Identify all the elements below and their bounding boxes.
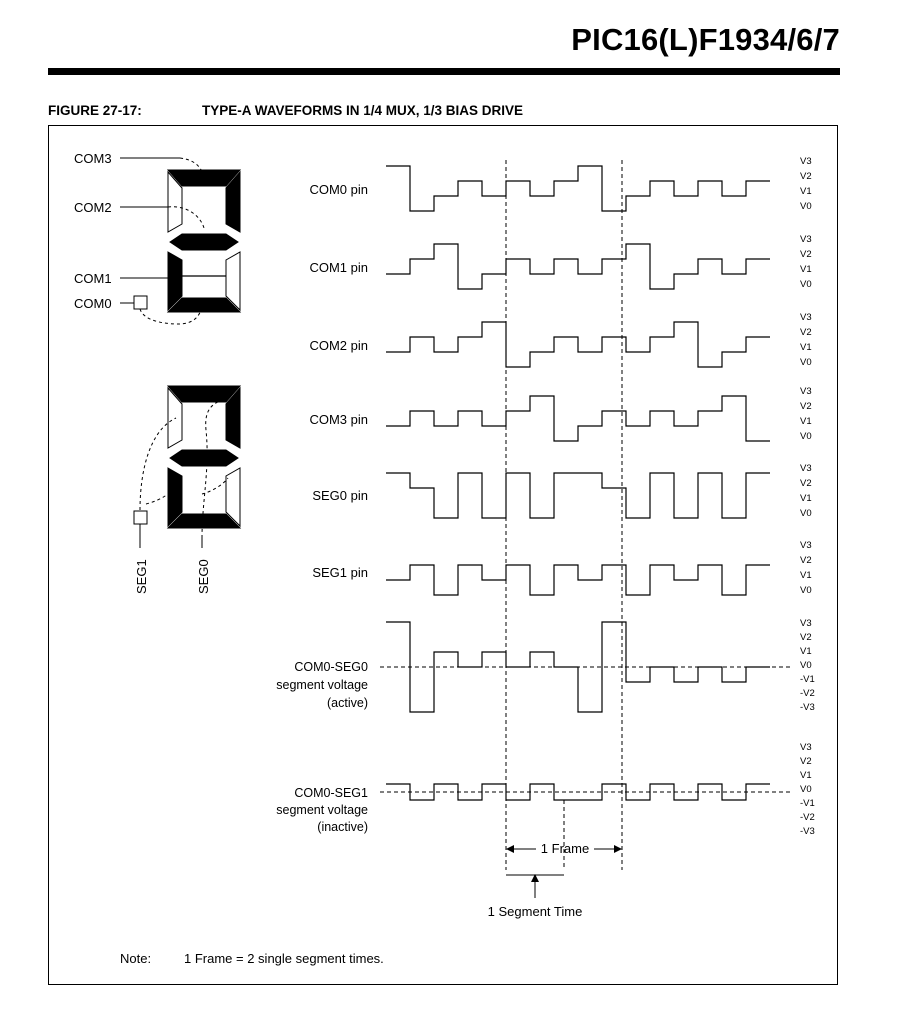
voltage-label-inactive-6: -V3 [800, 826, 815, 837]
waveform-label-inactive-line3: (inactive) [317, 820, 368, 834]
waveform-com0 [386, 166, 770, 211]
voltage-label-4-0: V3 [800, 463, 812, 474]
waveform-traces [386, 166, 770, 800]
seg0-label: SEG0 [196, 559, 211, 594]
com2-label: COM2 [74, 200, 112, 215]
voltage-label-inactive-5: -V2 [800, 812, 815, 823]
voltage-label-0-3: V0 [800, 201, 812, 212]
voltage-labels [800, 156, 815, 837]
voltage-label-3-3: V0 [800, 431, 812, 442]
voltage-label-active-3: V0 [800, 660, 812, 671]
figure-title: TYPE-A WAVEFORMS IN 1/4 MUX, 1/3 BIAS DRIVE [202, 103, 524, 118]
waveform-label-seg1: SEG1 pin [312, 565, 368, 580]
voltage-label-active-5: -V2 [800, 688, 815, 699]
voltage-label-3-2: V1 [800, 416, 812, 427]
voltage-label-4-2: V1 [800, 493, 812, 504]
waveform-label-inactive-line2: segment voltage [276, 803, 368, 817]
waveform-label-active-line1: COM0-SEG0 [294, 660, 368, 674]
voltage-label-2-2: V1 [800, 342, 812, 353]
waveform-label-com2: COM2 pin [309, 338, 368, 353]
frame-dimension [506, 841, 622, 856]
waveform-label-active-line3: (active) [327, 696, 368, 710]
waveform-label-com0: COM0 pin [309, 182, 368, 197]
voltage-label-3-1: V2 [800, 401, 812, 412]
voltage-label-4-1: V2 [800, 478, 812, 489]
waveform-label-inactive-line1: COM0-SEG1 [294, 786, 368, 800]
voltage-label-1-2: V1 [800, 264, 812, 275]
waveform-com1 [386, 244, 770, 289]
segment-time-dimension [488, 874, 583, 919]
segment-bottom [168, 298, 240, 312]
voltage-label-active-4: -V1 [800, 674, 815, 685]
voltage-label-active-2: V1 [800, 646, 812, 657]
com0-label: COM0 [74, 296, 112, 311]
waveform-label-seg0: SEG0 pin [312, 488, 368, 503]
waveform-seg1 [386, 565, 770, 595]
voltage-label-2-3: V0 [800, 357, 812, 368]
waveform-com3 [386, 396, 770, 441]
com3-label: COM3 [74, 151, 112, 166]
voltage-label-inactive-4: -V1 [800, 798, 815, 809]
voltage-label-2-0: V3 [800, 312, 812, 323]
voltage-label-inactive-1: V2 [800, 756, 812, 767]
voltage-label-active-6: -V3 [800, 702, 815, 713]
voltage-label-active-1: V2 [800, 632, 812, 643]
voltage-label-5-0: V3 [800, 540, 812, 551]
com1-label: COM1 [74, 271, 112, 286]
voltage-label-0-1: V2 [800, 171, 812, 182]
frame-label: 1 Frame [540, 841, 590, 856]
waveform-label-com1: COM1 pin [309, 260, 368, 275]
seven-segment-com-digit [168, 170, 240, 312]
voltage-label-1-1: V2 [800, 249, 812, 260]
voltage-label-5-2: V1 [800, 570, 812, 581]
voltage-label-0-0: V3 [800, 156, 812, 167]
document-title: PIC16(L)F1934/6/7 [571, 22, 840, 57]
segment-time-label: 1 Segment Time [487, 904, 583, 919]
segment-middle [170, 234, 238, 250]
figure-number: FIGURE 27-17: [48, 103, 142, 118]
waveform-label-active-line2: segment voltage [276, 678, 368, 692]
waveform-seg0 [386, 473, 770, 518]
note-label: Note: [120, 951, 152, 966]
voltage-label-active-0: V3 [800, 618, 812, 629]
note-text: 1 Frame = 2 single segment times. [184, 951, 384, 966]
voltage-label-0-2: V1 [800, 186, 812, 197]
voltage-label-4-3: V0 [800, 508, 812, 519]
voltage-label-1-0: V3 [800, 234, 812, 245]
seg1-label: SEG1 [134, 559, 149, 594]
voltage-label-inactive-2: V1 [800, 770, 812, 781]
voltage-label-inactive-3: V0 [800, 784, 812, 795]
voltage-label-inactive-0: V3 [800, 742, 812, 753]
voltage-label-3-0: V3 [800, 386, 812, 397]
waveform-com2 [386, 322, 770, 367]
voltage-label-2-1: V2 [800, 327, 812, 338]
voltage-label-5-1: V2 [800, 555, 812, 566]
waveform-label-com3: COM3 pin [309, 412, 368, 427]
frame-markers [506, 160, 622, 870]
voltage-label-1-3: V0 [800, 279, 812, 290]
voltage-label-5-3: V0 [800, 585, 812, 596]
